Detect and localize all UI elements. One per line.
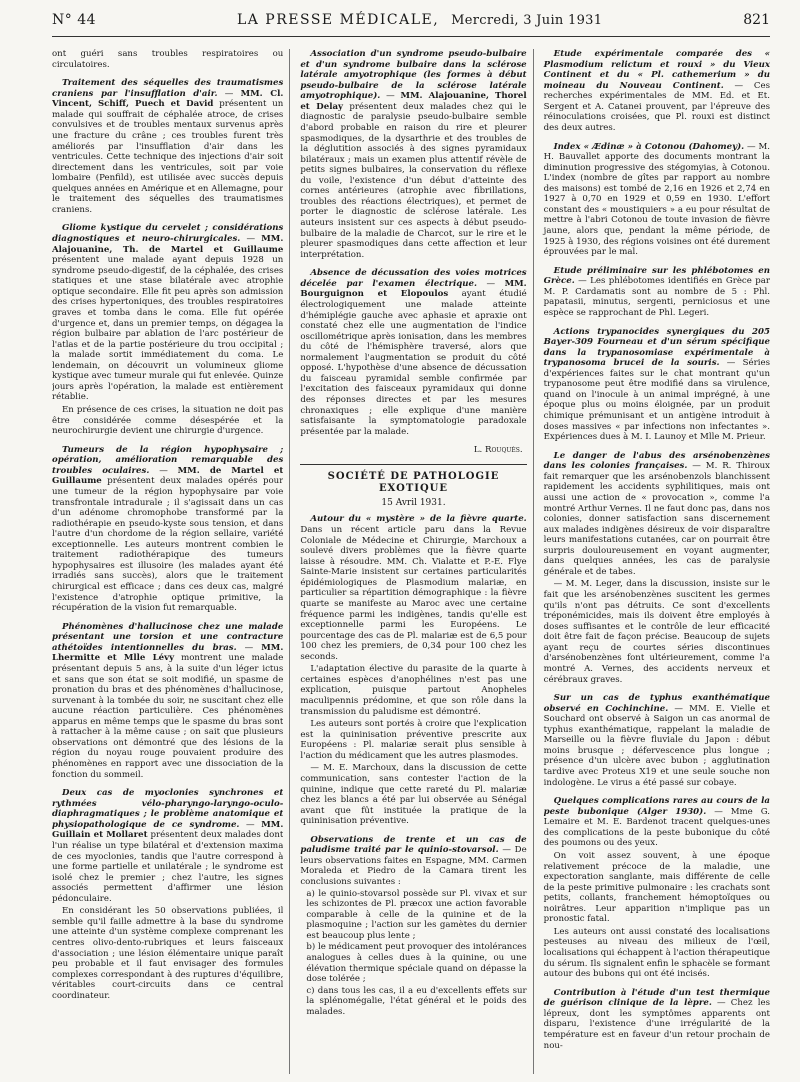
journal-title-line xyxy=(237,12,602,28)
article-title: Association d'un syndrome pseudo-bulbaire et d'un syndrome bulbaire dans la sclérose latérale amyotrophique (les formes à début pseudo-bulbaire de la sclérose latérale amyotrophique). xyxy=(300,49,527,102)
list-item: a) le quinio-stovarsol possède sur Pl. vivax et sur les schizontes de Pl. præcox une action favorable comparable à celle de la quinine et de la plasmoquine ; l'action sur les gamètes du dernier est beaucoup plus lente ; xyxy=(306,888,527,941)
section-date: 15 Avril 1931. xyxy=(381,498,446,509)
issue-date: Mercredi, 3 Juin 1931 xyxy=(451,13,603,28)
article-paragraph: Les auteurs ont aussi constaté des localisations pesteuses au niveau des milieux de l'œil, localisations qui échappent à l'action thérapeutique du sérum. Ils signalent enfin le sphacèle se formant autour des bubons qui ont été incisés. xyxy=(543,926,770,980)
article-title: Gliome kystique du cervelet ; considérations diagnostiques et neuro-chirurgicales. xyxy=(52,223,284,244)
article: Gliome kystique du cervelet ; considérations diagnostiques et neuro-chirurgicales. — MM. Alajouanine, Th. de Martel et Guillaume présentent une malade ayant depuis 1928 un syndrome pseudo-digestif, de la céphalée, des crises statiques et une stase bilatérale avec atrophie optique secondaire. Elle fit peu après son admission des crises hypertoniques, des troubles respiratoires graves et tomba dans le coma. Elle fut opérée d'urgence et, dans un premier temps, on dégagea la région bulbaire par ablation de l'arc postérieur de l'atlas et de la partie postérieure du trou occipital ; la malade sortit immédiatement du coma. Le lendemain, on découvrit un volumineux gliome kystique avec tumeur murale qui fut enlevée. Quinze jours après l'opération, la malade est entièrement rétablie. En présence de ces crises, la situation ne doit pas être considérée comme désespérée et la neurochirurgie devient une chirurgie d'urgence. xyxy=(52,223,284,437)
article-body: — M. H. Bauvallet apporte des documents montrant la diminution progressive des stégomyias, à Cotonou. L'index (nombre de gîtes par rapport au nombre des maisons) est tombé de 2,16 en 1926 et 2,74 en 1927 à 0,70 en 1929 et 0,59 en 1930. L'effort constant des « moustiquiers » a eu pour résultat de mettre à l'abri Cotonou de toute invasion de fièvre jaune, alors que, pendant la même période, de 1925 à 1930, des régions voisines ont été durement éprouvées par le mal. xyxy=(543,141,770,258)
article-title: Phénomènes d'hallucinose chez une malade présentant une torsion et une contracture athétoïdes intentionnelles du bras. xyxy=(52,621,284,653)
article-body: — Ces recherches expérimentales de MM. Ed. et Et. Sergent et A. Catanei prouvent, par l'épreuve des réinoculations croisées, que Pl. rouxi est distinct des deux autres. xyxy=(543,80,770,133)
article-title: Tumeurs de la région hypophysaire ; opération, amélioration remarquable des troubles oculaires. xyxy=(52,444,284,476)
article-title: Etude expérimentale comparée des « Plasmodium relictum et rouxi » du Vieux Continent et du « Pl. cathemerium » du moineau du Nouveau Continent. xyxy=(543,49,770,91)
article-body: présentent deux malades chez qui le diagnostic de paralysie pseudo-bulbaire semble d'abord probable en raison du rire et pleurer spasmodiques, de la dysarthrie et des troubles de la déglutition associés à des signes pyramidaux bilatéraux ; mais un examen plus attentif révèle de petits signes bulbaires, la conservation du réflexe du voile, l'existence d'un début d'atteinte des cornes antérieures (atrophie avec fibrillations, troubles des réactions électriques), et permet de porter le diagnostic de sclérose latérale. Les auteurs insistent sur ces aspects à début pseudo-bulbaire de la maladie de Charcot, sur le rire et le pleurer spasmodiques dans cette affection et leur interprétation. xyxy=(300,101,527,260)
article-paragraph: Les auteurs sont portés à croire que l'explication est la quininisation préventive prescrite aux Européens : Pl. malariæ serait plus sensible à l'action du médicament que les autres plasmodes. xyxy=(300,719,527,761)
article-body: Dans un récent article paru dans la Revue Coloniale de Médecine et Chirurgie, Marchoux a soulevé divers problèmes que la fièvre quarte laisse à résoudre. MM. Ch. Vialatte et P.-E. Flye Sainte-Marie insistent sur certaines particularités épidémiologiques de Plasmodium malariæ, en particulier sa répartition démographique : la fièvre quarte se manifeste au Maroc avec une certaine fréquence parmi les indigènes, tandis qu'elle est exceptionnelle parmi les Européens. Le pourcentage des cas de Pl. malariæ est de 6,5 pour 100 chez les premiers, de 0,34 pour 100 chez les seconds. xyxy=(300,525,527,662)
article-authors: MM. Lhermitte et Mlle Lévy xyxy=(52,642,284,664)
article-title: Traitement des séquelles des traumatismes craniens par l'insufflation d'air. xyxy=(52,78,284,99)
article xyxy=(544,142,770,258)
article-body: — Chez les lépreux, dont les symptômes apparents ont disparu, l'existence d'une irrégularité de la température est en faveur d'un retour prochain de nou- xyxy=(543,998,770,1051)
article xyxy=(544,988,770,1051)
article-body: présentent deux malades dont l'un réalise un type bilatéral et d'extension maxima de ces myoclonies, tandis que l'autre correspond à une forme partielle et unilatérale ; le syndrome est isolé chez le premier ; chez l'autre, les signes associés permettent d'affirmer une lésion pédonculaire. xyxy=(52,830,284,904)
article xyxy=(300,835,526,1018)
article-paragraph: En présence de ces crises, la situation ne doit pas être considérée comme désespérée et la neurochirurgie devient une chirurgie d'urgence. xyxy=(52,405,284,437)
article-paragraph: En considérant les 50 observations publiées, il semble qu'il faille admettre à la base du syndrome une atteinte d'un système complexe comprenant les centres olivo-dento-rubriques et leurs faisceaux d'association ; une lésion élémentaire unique paraît peu probable et il faut envisager des formules complexes correspondant à des ruptures d'équilibre, véritables court-circuits dans ce central coordinateur. xyxy=(52,906,284,1001)
article xyxy=(544,49,770,134)
article-title: Observations de trente et un cas de paludisme traité par le quinio-stovarsol. xyxy=(300,834,527,856)
article-authors: MM. Guillain et Mollaret xyxy=(52,819,284,841)
article-title: Deux cas de myoclonies synchrones et rythmées vélo-pharyngo-laryngo-oculo-diaphragmatiques ; le problème anatomique et physiopathologique de ce syndrome. xyxy=(52,788,284,830)
page-header xyxy=(52,12,770,37)
page-number: 821 xyxy=(743,12,770,28)
article-body: ayant étudié électrologiquement une malade atteinte d'hémiplégie gauche avec aphasie et apraxie ont constaté chez elle une augmentation de l'indice oscillométrique après ionisation, dans les membres du côté de l'hémisphère traversé, alors que normalement l'augmentation se produit du côté opposé. L'hypothèse d'une absence de décussation du faisceau pyramidal semble confirmée par l'excitation des faisceaux pyramidaux qui donne des réponses directes et par les mesures chronaxiques ; elle explique d'une manière satisfaisante la symptomatologie paradoxale présentée par la malade. xyxy=(300,289,527,437)
article xyxy=(544,327,770,443)
article-body: présentent deux malades opérés pour une tumeur de la région hypophysaire par voie transfrontale intradurale ; il s'agissait dans un cas d'un adénome chromophobe transformé par la radiothérapie en pseudo-kyste sous tension, et dans l'autre d'un chordome de la région sellaire, variété exceptionnelle. Les auteurs montrent combien le traitement radiothérapique des tumeurs hypophysaires est illusoire (les malades ayant été irradiés sans succès), alors que le traitement chirurgical est efficace ; dans ces deux cas, malgré l'existence d'atrophie optique primitive, la récupération de la vision fut remarquable. xyxy=(52,476,284,614)
issue-number: N° 44 xyxy=(52,12,97,28)
article: Absence de décussation des voies motrices décelée par l'examen électrique. — MM. Bourguignon et Elopoulos ayant étudié électrologiquement une malade atteinte d'hémiplégie gauche avec aphasie et apraxie ont constaté chez elle une augmentation de l'indice oscillométrique après ionisation, dans les membres du côté de l'hémisphère traversé, alors que normalement l'augmentation se produit du côté opposé. L'hypothèse d'une absence de décussation du faisceau pyramidal semble confirmée par l'excitation des faisceaux pyramidaux qui donne des réponses directes et par les mesures chronaxiques ; elle explique d'une manière satisfaisante la symptomatologie paradoxale présentée par la malade. xyxy=(300,268,527,437)
article-body: — Mme G. Lemaire et M. E. Bardenot tracent quelques-unes des complications de la peste bubonique du côté des poumons ou des yeux. xyxy=(543,806,770,849)
column-1 xyxy=(52,49,283,1074)
column-2 xyxy=(289,49,526,1074)
article-body: présentent une malade ayant depuis 1928 un syndrome pseudo-digestif, de la céphalée, des crises statiques et une stase bilatérale avec atrophie optique secondaire. Elle fit peu après son admission des crises hypertoniques, des troubles respiratoires graves et tomba dans le coma. Elle fut opérée d'urgence et, dans un premier temps, on dégagea la région bulbaire par ablation de l'arc postérieur de l'atlas et de la partie postérieure du trou occipital ; la malade sortit immédiatement du coma. Le lendemain, on découvrit un volumineux gliome kystique avec tumeur murale qui fut enlevée. Quinze jours après l'opération, la malade est entièrement rétablie. xyxy=(52,255,284,403)
list-item: b) le médicament peut provoquer des intolérances analogues à celles dues à la quinine, ou une élévation thermique spéciale quand on dépasse la dose tolérée ; xyxy=(306,942,527,985)
article-title: Contribution à l'étude d'un test thermique de guérison clinique de la lèpre. xyxy=(543,987,770,1009)
article xyxy=(544,693,770,788)
article-authors: MM. Cl. Vincent, Schiff, Puech et David xyxy=(52,88,284,110)
article-body: montrent une malade présentant depuis 5 ans, à la suite d'un léger ictus et sans que son état se soit modifié, un spasme de pronation du bras et des phénomènes d'hallucinose, survenant à la tombée du soir, ne suscitant chez elle aucune réaction particulière. Ces phénomènes apparus en même temps que le spasme du bras sont à rattacher à la même cause ; on sait que plusieurs observations ont démontré que des lésions de la région du noyau rouge pouvaient produire des phénomènes en rapport avec une dissociation de la fonction du sommeil. xyxy=(52,653,284,780)
article-paragraph: L'adaptation élective du parasite de la quarte à certaines espèces d'anophélines n'est pas une explication, puisque partout Anopheles maculipennis prédomine, et que son rôle dans la transmission du paludisme est démontré. xyxy=(300,664,527,717)
report-signature: L. Rouquès. xyxy=(473,445,523,456)
article xyxy=(300,514,526,826)
article-title: Quelques complications rares au cours de la peste bubonique (Alger 1930). xyxy=(543,796,770,817)
article xyxy=(544,796,770,980)
article-authors: MM. Alajouanine, Th. de Martel et Guillaume xyxy=(52,234,284,255)
text-columns xyxy=(52,49,770,1074)
article-title: Sur un cas de typhus exanthématique observé en Cochinchine. xyxy=(543,693,770,714)
article: Tumeurs de la région hypophysaire ; opération, amélioration remarquable des troubles oculaires. — MM. de Martel et Guillaume présentent deux malades opérés pour une tumeur de la région hypophysaire par voie transfrontale intradurale ; il s'agissait dans un cas d'un adénome chromophobe transformé par la radiothérapie en pseudo-kyste sous tension, et dans l'autre d'un chordome de la région sellaire, variété exceptionnelle. Les auteurs montrent combien le traitement radiothérapique des tumeurs hypophysaires est illusoire (les malades ayant été irradiés sans succès), alors que le traitement chirurgical est efficace ; dans ces deux cas, malgré l'existence d'atrophie optique primitive, la récupération de la vision fut remarquable. xyxy=(52,444,284,614)
column-3 xyxy=(533,49,770,1074)
article-body: — Séries d'expériences faites sur le chat montrant qu'un trypanosome peut être modifié dans sa virulence, quand on l'inocule à un animal imprégné, à une époque plus ou moins éloignée, par un produit chimique prémunisant et un antigène introduit à doses massives « par infections non infectantes ». Expériences dues à M. I. Launoy et Mlle M. Prieur. xyxy=(543,358,770,443)
article-title: Le danger de l'abus des arsénobenzènes dans les colonies françaises. xyxy=(543,450,770,472)
article-title: Index « Ædinæ » à Cotonou (Dahomey). xyxy=(553,141,745,152)
article-body: — Les phlébotomes identifiés en Grèce par M. P. Cardamatis sont au nombre de 5 : Phl. papatasii, minutus, sergenti, perniciosus et une espèce se rapprochant de Phl. Legeri. xyxy=(543,276,770,318)
article-title: Autour du « mystère » de la fièvre quarte. xyxy=(310,514,527,525)
article-paragraph: — M. E. Marchoux, dans la discussion de cette communication, sans contester l'action de la quinine, indique que cette rareté du Pl. malariæ chez les blancs a été par lui observée au Sénégal avant que fût instituée la pratique de la quininisation préventive. xyxy=(300,763,527,827)
article-title: Actions trypanocides synergiques du 205 Bayer-309 Fourneau et d'un sérum spécifique dans la trypanosomiase expérimentale à trypanosoma brucei de la souris. xyxy=(543,326,770,369)
article-title: Absence de décussation des voies motrices décelée par l'examen électrique. xyxy=(300,268,527,289)
article-paragraph: On voit assez souvent, à une époque relativement précoce de la maladie, une expectoration sanglante, mais différente de celle de la peste primitive pulmonaire : les crachats sont petits, collants, franchement hémoptoïques ou noirâtres. Leur apparition n'implique pas un pronostic fatal. xyxy=(543,850,770,925)
article-paragraph: — M. M. Leger, dans la discussion, insiste sur le fait que les arsénobenzènes suscitent les germes qu'ils n'ont pas détruits. Ce sont d'excellents tréponémicides, mais ils doivent être employés à doses suffisantes et le contrôle de leur efficacité doit être fait de façon précise. Beaucoup de sujets ayant reçu de courtes séries discontinues d'arsénobenzènes font ultérieurement, comme l'a montré A. Vernes, des accidents nerveux et cérébraux graves. xyxy=(543,579,770,685)
article-authors: MM. Bourguignon et Elopoulos xyxy=(300,278,527,300)
article-authors: MM. Alajouanine, Thorel et Delay xyxy=(300,91,527,112)
article-authors: MM. de Martel et Guillaume xyxy=(52,465,284,487)
journal-title: LA PRESSE MÉDICALE, xyxy=(236,12,440,28)
article: Phénomènes d'hallucinose chez une malade présentant une torsion et une contracture athétoïdes intentionnelles du bras. — MM. Lhermitte et Mlle Lévy montrent une malade présentant depuis 5 ans, à la suite d'un léger ictus et sans que son état se soit modifié, un spasme de pronation du bras et des phénomènes d'hallucinose, survenant à la tombée du soir, ne suscitant chez elle aucune réaction particulière. Ces phénomènes apparus en même temps que le spasme du bras sont à rattacher à la même cause ; on sait que plusieurs observations ont démontré que des lésions de la région du noyau rouge pouvaient produire des phénomènes en rapport avec une dissociation de la fonction du sommeil. xyxy=(52,621,284,780)
section-title: SOCIÉTÉ DE PATHOLOGIE EXOTIQUE xyxy=(300,464,526,496)
article xyxy=(544,451,770,685)
article: Association d'un syndrome pseudo-bulbaire et d'un syndrome bulbaire dans la sclérose latérale amyotrophique (les formes à début pseudo-bulbaire de la sclérose latérale amyotrophique). — MM. Alajouanine, Thorel et Delay présentent deux malades chez qui le diagnostic de paralysie pseudo-bulbaire semble d'abord probable en raison du rire et pleurer spasmodiques, de la dysarthrie et des troubles de la déglutition associés à des signes pyramidaux bilatéraux ; mais un examen plus attentif révèle de petits signes bulbaires, la conservation du réflexe du voile, l'existence d'un début d'atteinte des cornes antérieures (atrophie avec fibrillations, troubles des réactions électriques), et permet de porter le diagnostic de sclérose latérale. Les auteurs insistent sur ces aspects à début pseudo-bulbaire de la maladie de Charcot, sur le rire et le pleurer spasmodiques dans cette affection et leur interprétation. xyxy=(300,49,527,260)
article-body: — MM. E. Vielle et Souchard ont observé à Saigon un cas anormal de typhus exanthématique, rappelant la maladie de Marseille ou la fièvre fluviale du Japon : début moins brusque ; défervescence plus longue ; présence d'un ulcère avec bubon ; agglutination tardive avec Proteus X19 et une seule souche non indologène. Le virus a été passé sur cobaye. xyxy=(543,703,770,788)
article xyxy=(544,266,770,319)
article: Traitement des séquelles des traumatismes craniens par l'insufflation d'air. — MM. Cl. Vincent, Schiff, Puech et David présentent un malade qui souffrait de céphalée atroce, de crises convulsives et de troubles mentaux survenus après une fracture du crâne ; ces troubles furent très améliorés par l'insufflation d'air dans les ventricules. Cette technique des injections d'air soit directement dans les ventricules, soit par voie lombaire (Penfild), est utilisée avec succès depuis quelques années en Amérique et en Allemagne, pour le traitement des séquelles des traumatismes craniens. xyxy=(52,78,284,215)
article: Deux cas de myoclonies synchrones et rythmées vélo-pharyngo-laryngo-oculo-diaphragmatiques ; le problème anatomique et physiopathologique de ce syndrome. — MM. Guillain et Mollaret présentent deux malades dont l'un réalise un type bilatéral et d'extension maxima de ces myoclonies, tandis que l'autre correspond à une forme partielle et unilatérale ; le syndrome est isolé chez le premier ; chez l'autre, les signes associés permettent d'affirmer une lésion pédonculaire. En considérant les 50 observations publiées, il semble qu'il faille admettre à la base du syndrome une atteinte d'un système complexe comprenant les centres olivo-dento-rubriques et leurs faisceaux d'association ; une lésion élémentaire unique paraît peu probable et il faut envisager des formules complexes correspondant à des ruptures d'équilibre, véritables court-circuits dans ce central coordinateur. xyxy=(52,788,284,1001)
article-body: — De leurs observations faites en Espagne, MM. Carmen Moraleda et Piedro de la Camara tirent les conclusions suivantes : xyxy=(300,845,527,888)
article-body: présentent un malade qui souffrait de céphalée atroce, de crises convulsives et de troubles mentaux survenus après une fracture du crâne ; ces troubles furent très améliorés par l'insufflation d'air dans les ventricules. Cette technique des injections d'air soit directement dans les ventricules, soit par voie lombaire (Penfild), est utilisée avec succès depuis quelques années en Amérique et en Allemagne, pour le traitement des séquelles des traumatismes craniens. xyxy=(52,99,284,215)
article-body: — M. R. Thiroux fait remarquer que les arsénobenzols blanchissent rapidement les accidents syphilitiques, mais ont aussi une action de « provocation », comme l'a montré Arthur Vernes. Il ne faut donc pas, dans nos colonies, donner satisfaction sans discernement aux malades indigènes désireux de voir disparaître leurs manifestations cutanées, car on pourrait être surpris douloureusement en voyant augmenter, dans quelques années, les cas de paralysie générale et de tabes. xyxy=(543,461,770,577)
list-item: c) dans tous les cas, il a eu d'excellents effets sur la splénomégalie, l'état général et le poids des malades. xyxy=(306,985,527,1017)
continued-text: ont guéri sans troubles respiratoires ou circulatoires. xyxy=(52,49,284,70)
article-title: Etude préliminaire sur les phlébotomes en Grèce. xyxy=(543,265,770,287)
